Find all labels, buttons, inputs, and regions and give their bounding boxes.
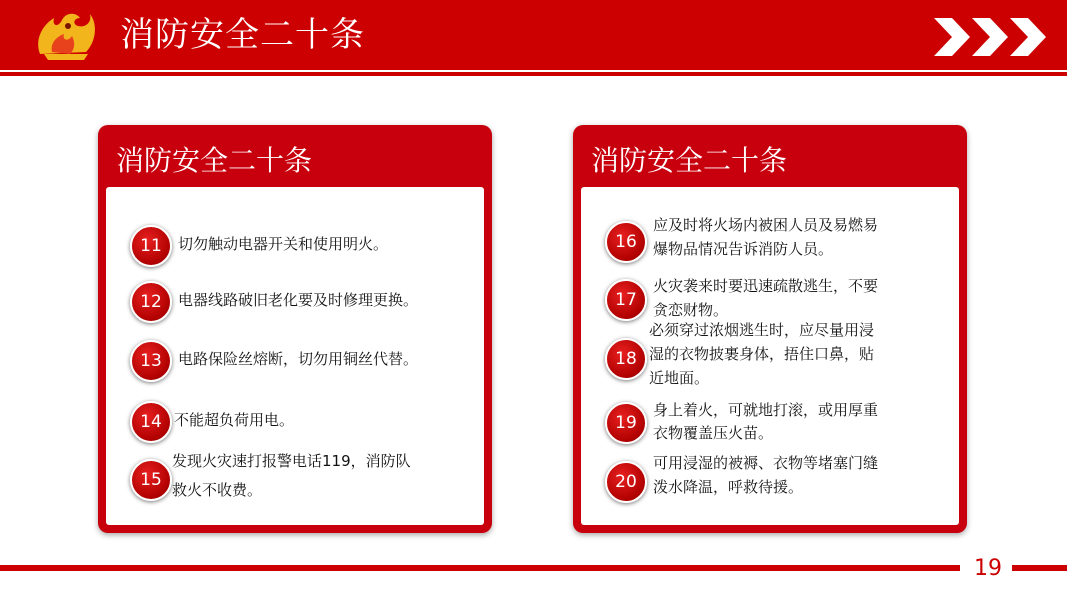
number-badge: 12 [130, 281, 172, 323]
item-text-line-3: 近地面。 [649, 369, 710, 387]
item-text: 切勿触动电器开关和使用明火。 [178, 235, 389, 253]
item-text-line-2: 衣物覆盖压火苗。 [653, 424, 774, 442]
card-body [581, 187, 959, 525]
item-text-line-2: 泼水降温，呼救待援。 [653, 478, 804, 496]
number-badge: 16 [605, 221, 647, 263]
item-text-line-1: 身上着火，可就地打滚，或用厚重 [653, 401, 879, 419]
item-text: 电路保险丝熔断，切勿用铜丝代替。 [178, 350, 419, 368]
number-badge: 17 [605, 279, 647, 321]
item-text-line-1: 应及时将火场内被困人员及易燃易 [653, 216, 879, 234]
item-text-line-1: 发现火灾速打报警电话119，消防队 [172, 452, 411, 470]
page-title: 消防安全二十条 [120, 15, 365, 55]
number-badge: 20 [605, 461, 647, 503]
number-badge: 14 [130, 401, 172, 443]
item-text-line-2: 救火不收费。 [172, 481, 263, 499]
number-badge: 15 [130, 459, 172, 501]
card-title: 消防安全二十条 [116, 144, 313, 177]
card-title: 消防安全二十条 [591, 144, 788, 177]
card-rules-16-20 [573, 125, 967, 533]
fire-dragon-icon [30, 8, 100, 64]
item-text-line-2: 湿的衣物披裹身体，捂住口鼻，贴 [649, 345, 875, 363]
item-text: 电器线路破旧老化要及时修理更换。 [178, 291, 419, 309]
item-text-line-2: 贪恋财物。 [653, 301, 729, 319]
card-rules-11-15 [98, 125, 492, 533]
card-body [106, 187, 484, 525]
item-text-line-1: 可用浸湿的被褥、衣物等堵塞门缝 [653, 454, 879, 472]
page-number: 19 [974, 556, 1002, 581]
item-text-line-1: 必须穿过浓烟逃生时，应尽量用浸 [649, 321, 875, 339]
header-bar [0, 0, 1067, 70]
number-badge: 18 [605, 338, 647, 380]
item-text-line-2: 爆物品情况告诉消防人员。 [653, 240, 834, 258]
header-divider [0, 72, 1067, 76]
number-badge: 11 [130, 225, 172, 267]
number-badge: 13 [130, 340, 172, 382]
footer-divider [0, 565, 960, 571]
footer-divider-right [1012, 565, 1067, 571]
triple-chevron-right-icon [930, 14, 1055, 60]
item-text-line-1: 火灾袭来时要迅速疏散逃生，不要 [653, 277, 879, 295]
number-badge: 19 [605, 402, 647, 444]
item-text: 不能超负荷用电。 [174, 411, 295, 429]
